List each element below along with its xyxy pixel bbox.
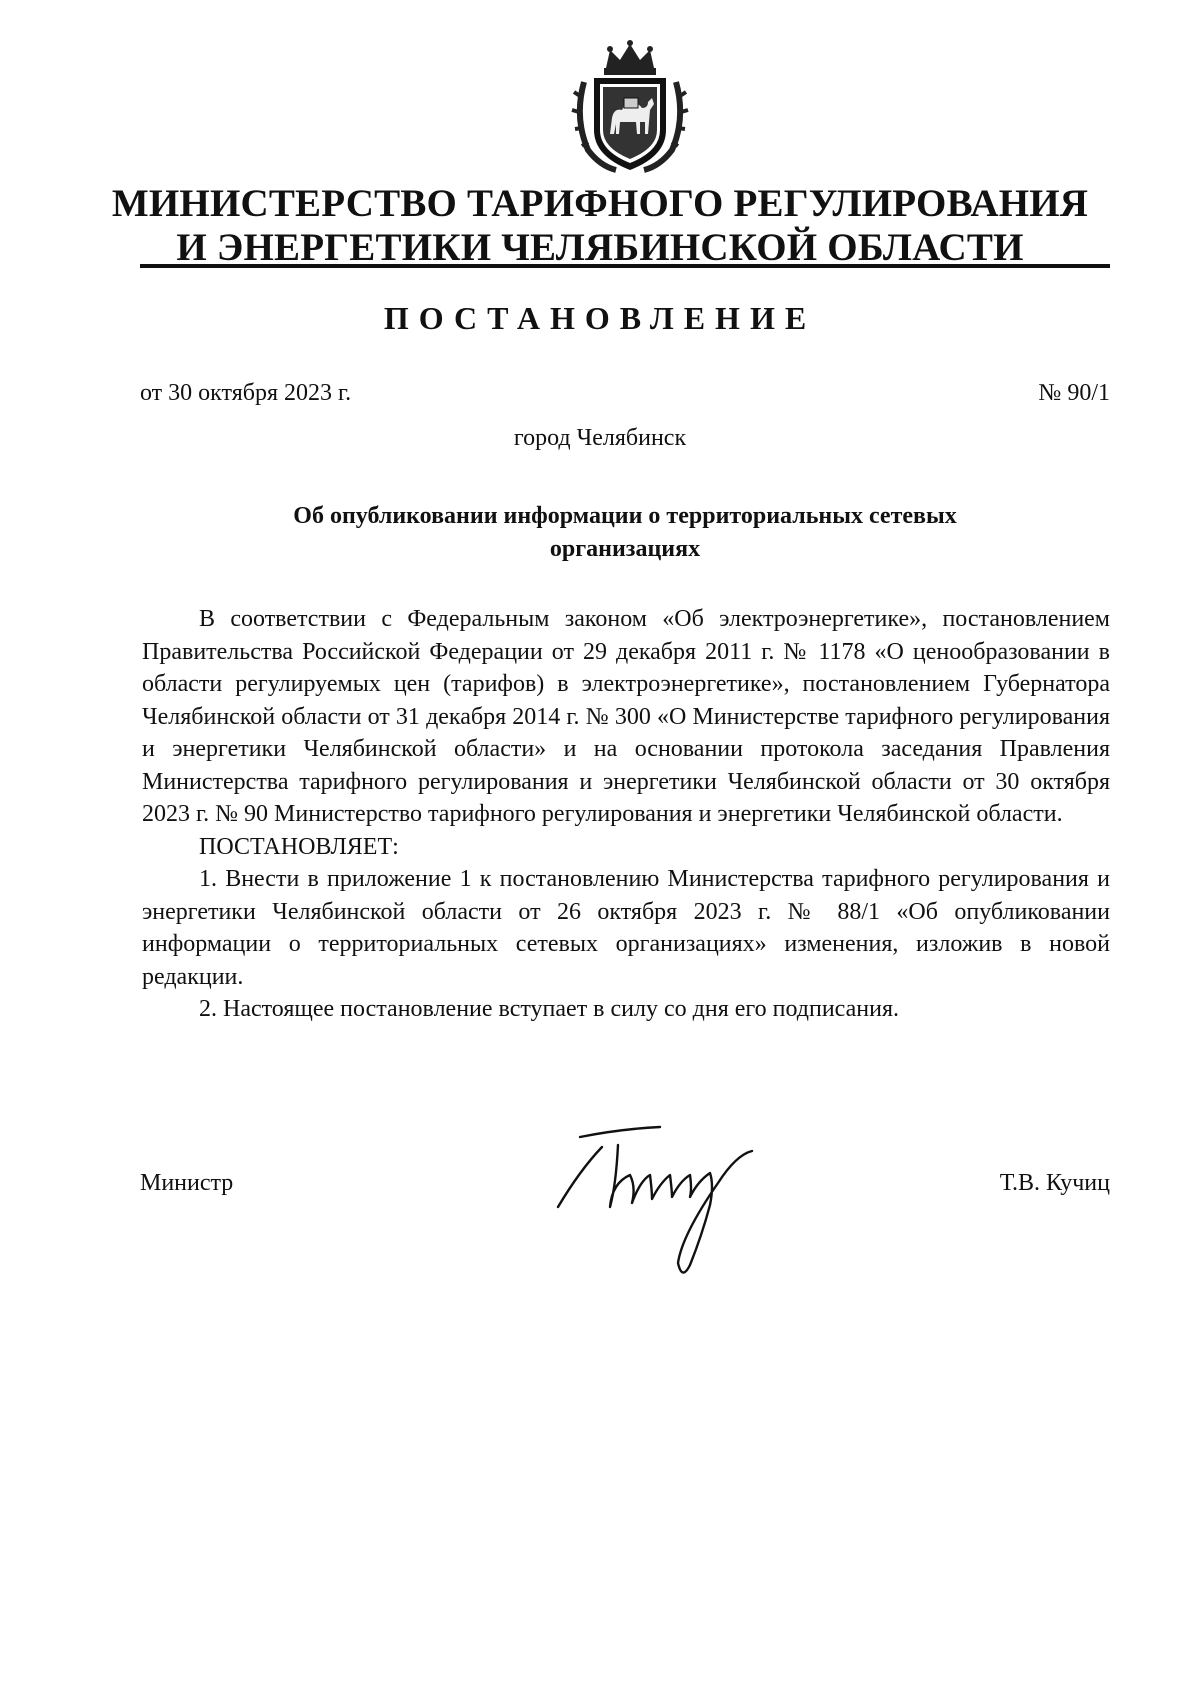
handwritten-signature-icon [540,1125,790,1285]
item-1-paragraph: 1. Внести в приложение 1 к постановлению Министерства тарифного регулирования и энергетики Челябинской области от 26 октября 2023 г. № 88/1 «Об опубликовании информации о территориальных сетевых организациях» изменения, изложив в новой редакции. [142,866,1110,990]
signer-name: Т.В. Кучиц [999,1170,1110,1196]
coat-of-arms-icon [570,38,690,180]
preamble-paragraph: В соответствии с Федеральным законом «Об электроэнергетике», постановлением Правительства Российской Федерации от 29 декабря 2011 г. № 1178 «О ценообразовании в области регулируемых цен (тарифов) в электроэнергетике», постановлением Губернатора Челябинской области от 31 декабря 2014 г. № 300 «О Министерстве тарифного регулирования и энергетики Челябинской области» и на основании протокола заседания Правления Министерства тарифного регулирования и энергетики Челябинской области от 30 октября 2023 г. № 90 Министерство тарифного регулирования и энергетики Челябинской области. [142,606,1110,827]
document-body [142,603,1110,1026]
ministry-title-line1: МИНИСТЕРСТВО ТАРИФНОГО РЕГУЛИРОВАНИЯ [111,182,1089,225]
item-2-paragraph: 2. Настоящее постановление вступает в силу со дня его подписания. [199,996,900,1022]
document-subject [200,500,1050,566]
subject-line1: Об опубликовании информации о территориальных сетевых [293,503,957,529]
decree-word: ПОСТАНОВЛЯЕТ: [199,833,399,860]
header-divider [140,264,1110,268]
document-city: город Челябинск [513,425,687,451]
ministry-title [100,182,1100,270]
signer-role: Министр [140,1170,234,1196]
document-date: от 30 октября 2023 г. [140,380,352,406]
subject-line2: организациях [549,536,701,562]
document-number: № 90/1 [1038,380,1110,406]
ministry-title-line2: И ЭНЕРГЕТИКИ ЧЕЛЯБИНСКОЙ ОБЛАСТИ [176,226,1024,269]
document-type: ПОСТАНОВЛЕНИЕ [383,300,817,336]
